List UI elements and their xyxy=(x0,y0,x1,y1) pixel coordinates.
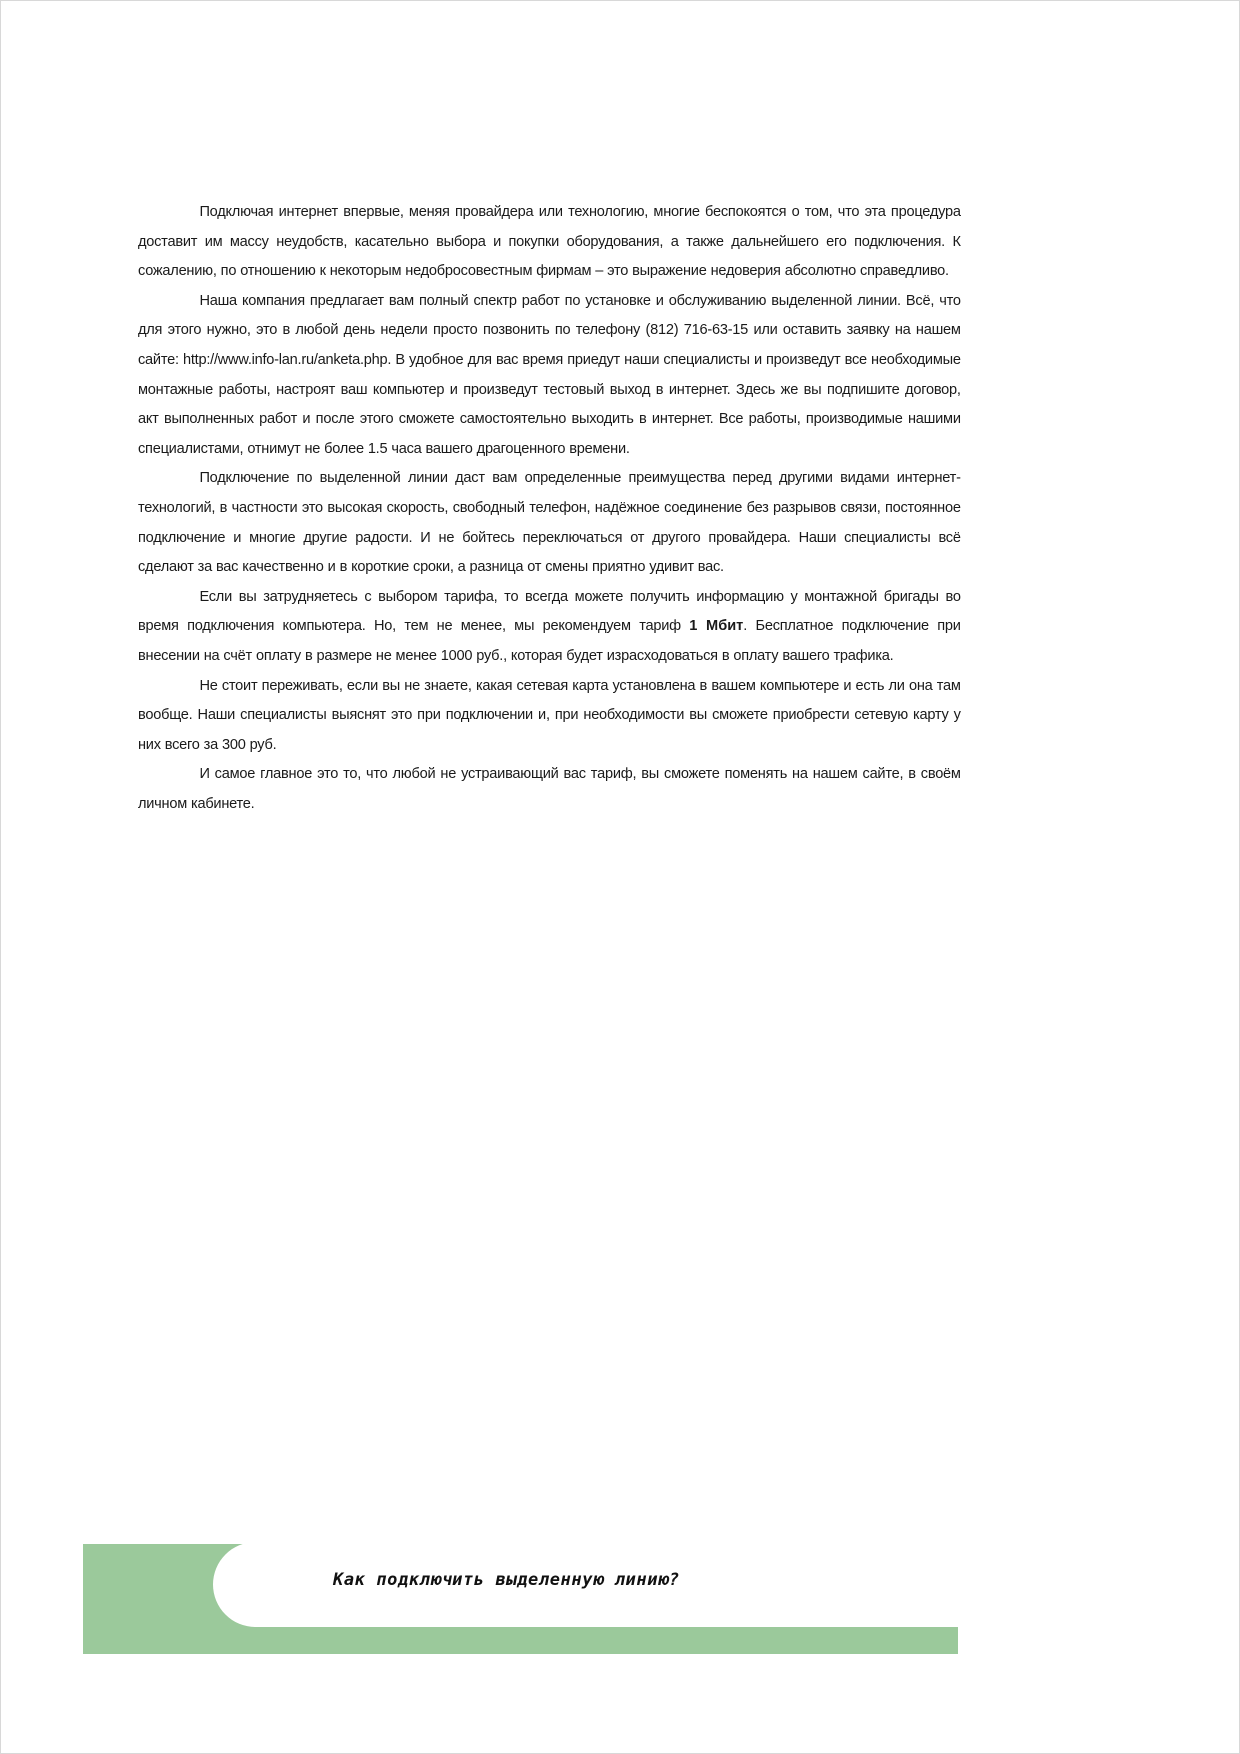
tariff-text-before: Если вы затрудняетесь с выбором тарифа, то всегда можете получить информацию у монтажной бригады во время подключения компьютера. Но, тем не менее, мы рекомендуем тариф xyxy=(138,587,961,635)
paragraph-tariff-change: И самое главное это то, что любой не устраивающий вас тариф, вы сможете поменять на нашем сайте, в своём личном кабинете. xyxy=(138,765,961,812)
paragraph-tariff xyxy=(138,582,961,671)
paragraph-advantages: Подключение по выделенной линии даст вам определенные преимущества перед другими видами интернет-технологий, в частности это высокая скорость, свободный телефон, надёжное соединение без разрывов связи, постоянное подключение и многие другие радости. И не бойтесь переключаться от другого провайдера. Наши специалисты всё сделают за вас качественно и в короткие сроки, а разница от смены приятно удивит вас. xyxy=(138,469,961,576)
footer-banner xyxy=(83,1544,958,1654)
footer-title: Как подключить выделенную линию? xyxy=(333,1570,680,1590)
paragraph-services: Наша компания предлагает вам полный спектр работ по установке и обслуживанию выделенной линии. Всё, что для этого нужно, это в любой день недели просто позвонить по телефону (812) 716-63-15 или оставить заявку на нашем сайте: http://www.info-lan.ru/anketa.php. В удобное для вас время приедут наши специалисты и произведут все необходимые монтажные работы, настроят ваш компьютер и произведут тестовый выход в интернет. Здесь же вы подпишите договор, акт выполненных работ и после этого сможете самостоятельно выходить в интернет. Все работы, производимые нашими специалистами, отнимут не более 1.5 часа вашего драгоценного времени. xyxy=(138,291,961,457)
footer-accent-bar xyxy=(83,1627,958,1654)
paragraph-network-card: Не стоит переживать, если вы не знаете, какая сетевая карта установлена в вашем компьютере и есть ли она там вообще. Наши специалисты выяснят это при подключении и, при необходимости вы сможете приобрести сетевую карту у них всего за 300 руб. xyxy=(138,676,961,753)
tariff-emphasis: 1 Мбит xyxy=(689,617,744,635)
paragraph-intro: Подключая интернет впервые, меняя провайдера или технологию, многие беспокоятся о том, что эта процедура доставит им массу неудобств, касательно выбора и покупки оборудования, а также дальнейшего его подключения. К сожалению, по отношению к некоторым недобросовестным фирмам – это выражение недоверия абсолютно справедливо. xyxy=(138,203,961,280)
document-body xyxy=(138,197,961,818)
tariff-text-after: . Бесплатное подключение при внесении на счёт оплату в размере не менее 1000 руб., которая будет израсходоваться в оплату вашего трафика. xyxy=(138,617,961,664)
